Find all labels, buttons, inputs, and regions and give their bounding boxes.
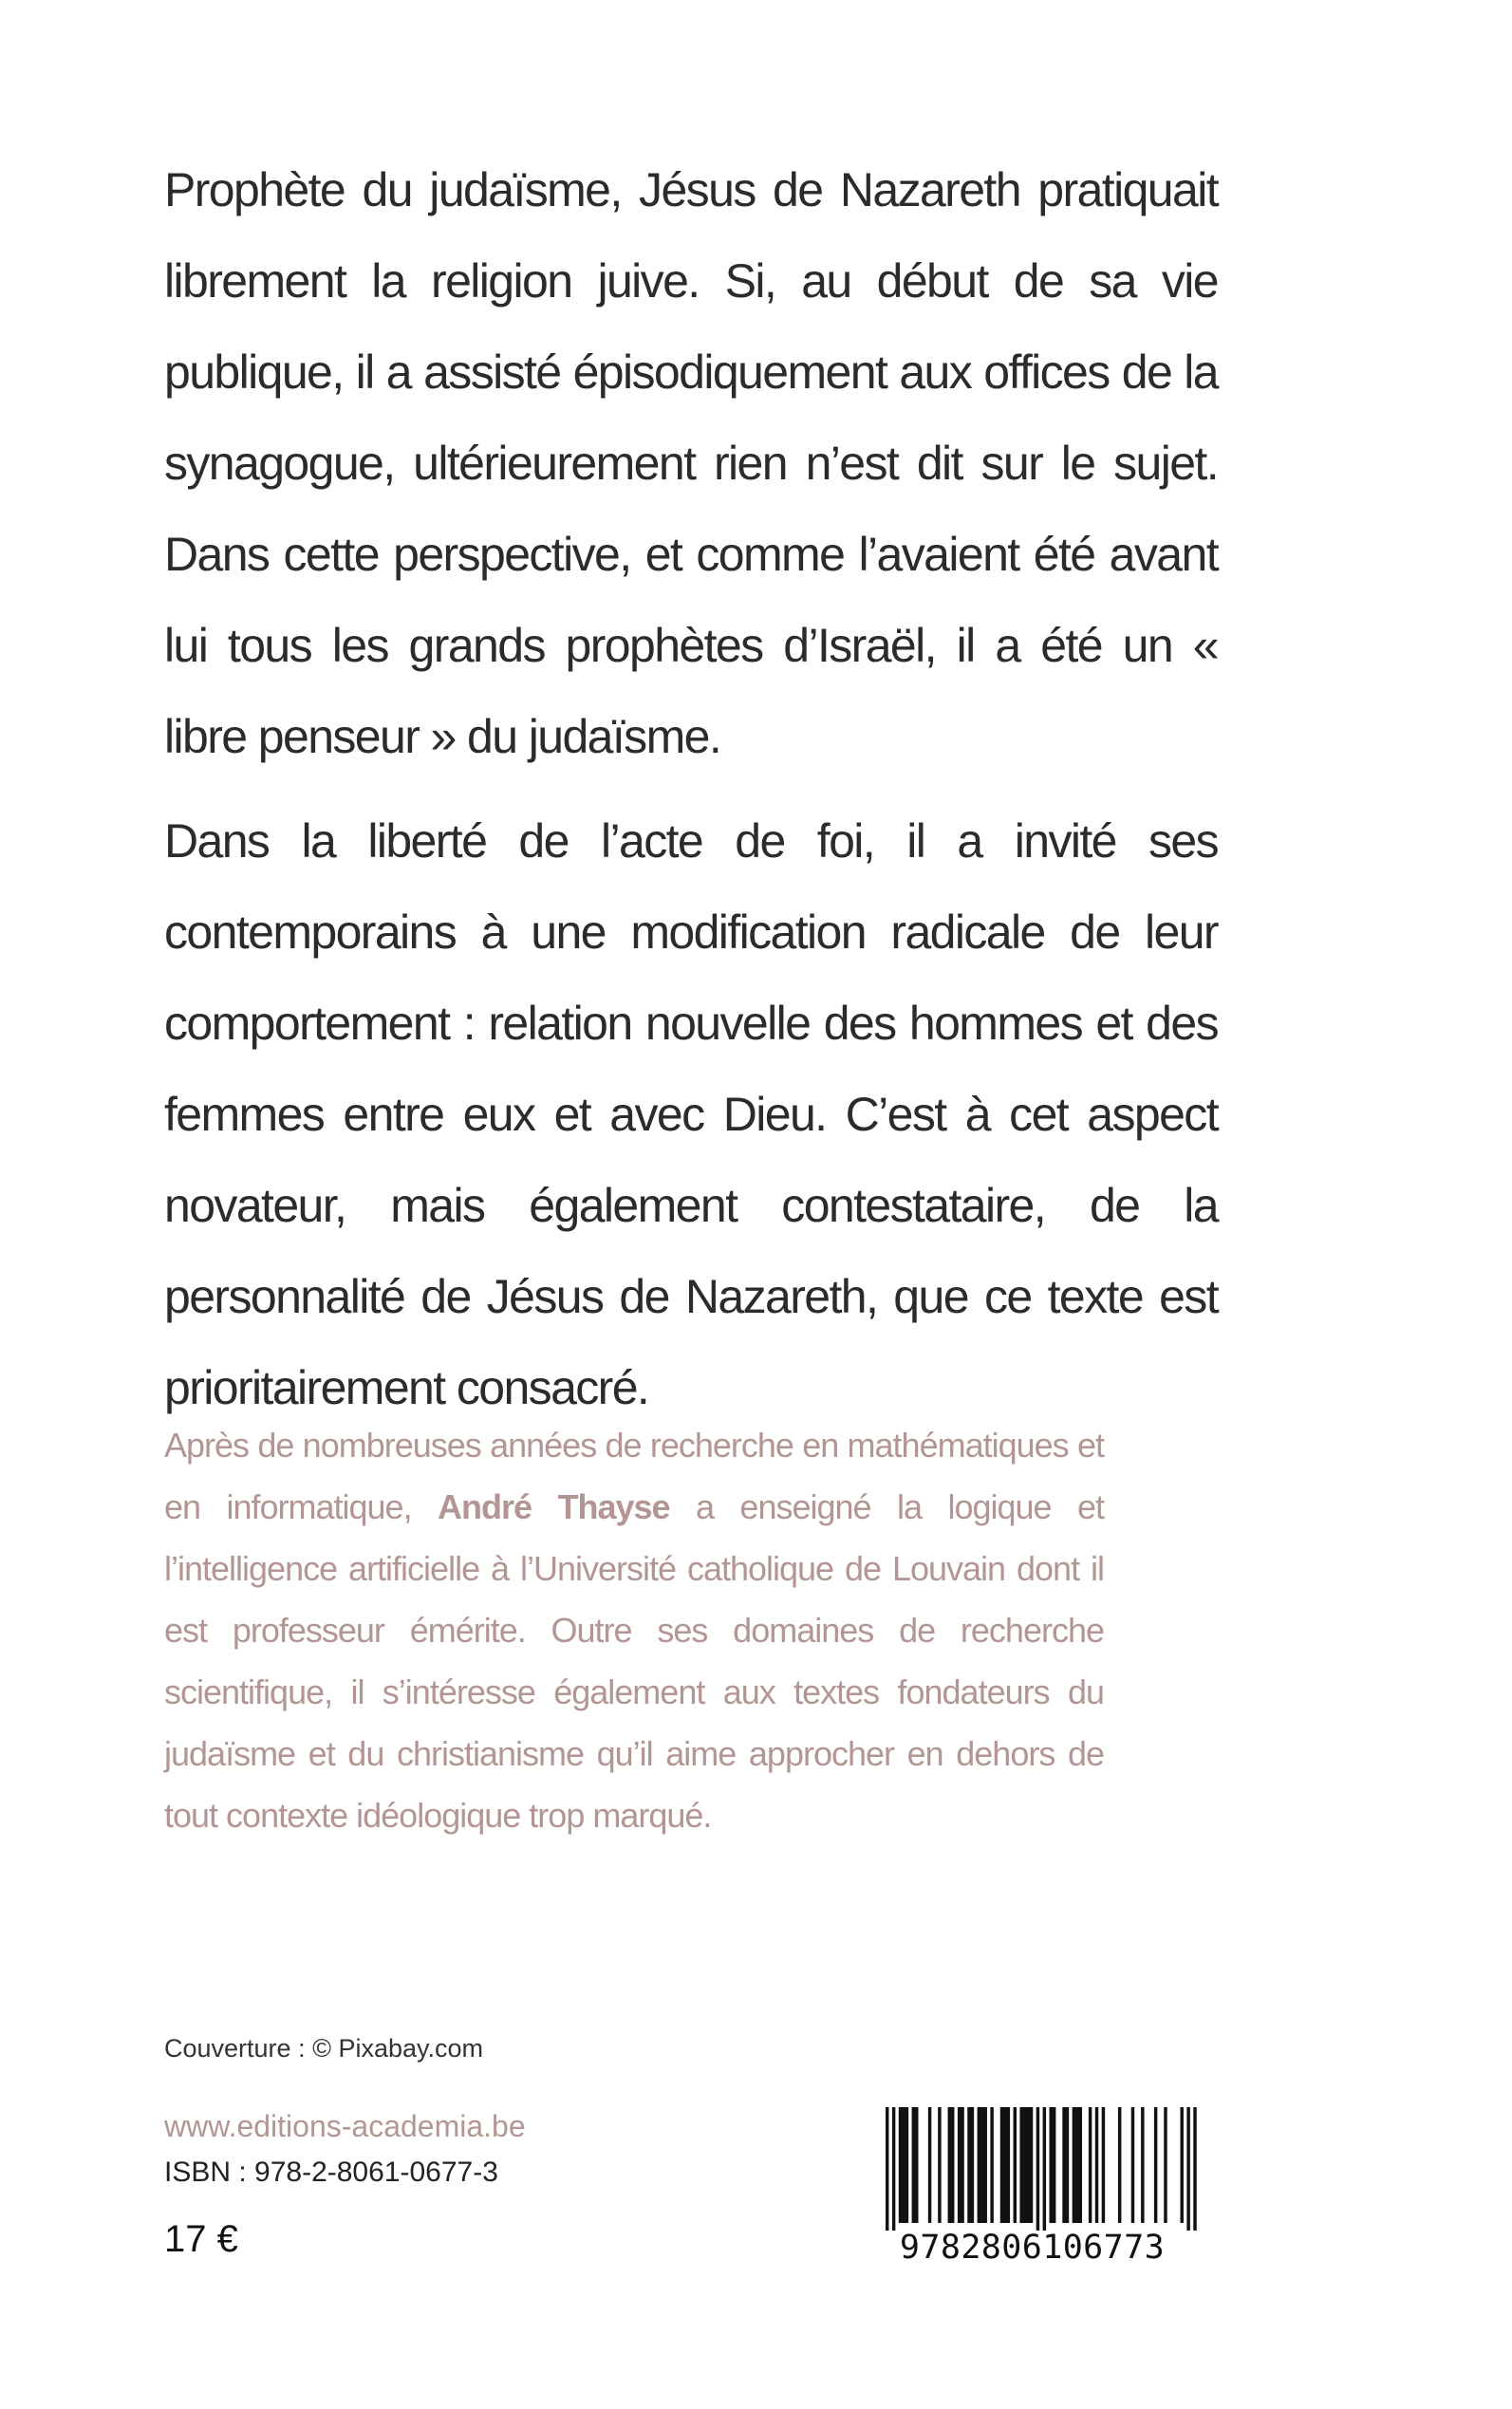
blurb-paragraph-2: Dans la liberté de l’acte de foi, il a invité ses contemporains à une modification radicale de leur comportement : relation nouvelle des hommes et des femmes entre eux et avec Dieu. C’est à cet aspect novateur, mais également contestataire, de la personnalité de Jésus de Nazareth, que ce texte est prioritairement consacré. bbox=[164, 814, 1218, 1414]
barcode-bar bbox=[938, 2107, 941, 2223]
barcode-bar bbox=[1073, 2107, 1082, 2223]
barcode-bar bbox=[1095, 2107, 1098, 2223]
barcode-bar bbox=[928, 2107, 931, 2223]
barcode-bar bbox=[1102, 2107, 1105, 2223]
barcode-bar bbox=[1043, 2107, 1046, 2231]
barcode-bar bbox=[1181, 2107, 1184, 2223]
barcode-bar bbox=[899, 2107, 908, 2223]
barcode-bar bbox=[1019, 2107, 1033, 2223]
barcode-bar bbox=[892, 2107, 895, 2231]
barcode-bar bbox=[1014, 2107, 1017, 2223]
barcode-bar bbox=[990, 2107, 993, 2223]
barcode-bar bbox=[1036, 2107, 1039, 2231]
barcode-digits: 9782806106773 bbox=[899, 2229, 1166, 2267]
barcode-bar bbox=[967, 2107, 974, 2223]
barcode-bar bbox=[1141, 2107, 1144, 2223]
publisher-website: www.editions-academia.be bbox=[164, 2109, 526, 2143]
author-bio bbox=[164, 1414, 1104, 1846]
back-cover-blurb bbox=[164, 144, 1218, 1447]
author-bio-text bbox=[164, 1414, 1104, 1846]
blurb-paragraph-1: Prophète du judaïsme, Jésus de Nazareth pratiquait librement la religion juive. Si, au début de sa vie publique, il a assisté épisodiquement aux offices de la synagogue, ultérieurement rien n’est dit sur le sujet. Dans cette perspective, et comme l’avaient été avant lui tous les grands prophètes d’Israël, il a été un « libre penseur » du judaïsme. bbox=[164, 163, 1218, 763]
barcode-bar bbox=[978, 2107, 987, 2223]
barcode-bar bbox=[886, 2107, 888, 2231]
bio-text-before: Après de nombreuses années de recherche en mathématiques et en informatique, bbox=[164, 1426, 1104, 1526]
barcode-bar bbox=[1050, 2107, 1056, 2223]
barcode-bar bbox=[958, 2107, 964, 2223]
barcode-bar bbox=[912, 2107, 919, 2223]
barcode-bar bbox=[948, 2107, 955, 2223]
barcode-bar bbox=[1193, 2107, 1196, 2231]
barcode bbox=[859, 2107, 1205, 2273]
barcode-bar bbox=[1062, 2107, 1069, 2223]
barcode-bar bbox=[1154, 2107, 1157, 2223]
barcode-bar bbox=[1164, 2107, 1167, 2223]
barcode-bars bbox=[859, 2107, 1205, 2231]
barcode-bar bbox=[1000, 2107, 1010, 2223]
cover-credit: Couverture : © Pixabay.com bbox=[164, 2034, 484, 2063]
barcode-bar bbox=[1186, 2107, 1189, 2231]
bio-text-after: a enseigné la logique et l’intelligence artificielle à l’Université catholique de Louvain dont il est professeur émérite. Outre ses domaines de recherche scientifique, il s’intéresse également aux textes fondateurs du judaïsme et du christianisme qu’il aime approcher en dehors de tout contexte idéologique trop marqué. bbox=[164, 1487, 1105, 1835]
author-name: André Thayse bbox=[438, 1487, 670, 1526]
price: 17 € bbox=[164, 2218, 238, 2260]
isbn: ISBN : 978-2-8061-0677-3 bbox=[164, 2157, 498, 2188]
barcode-bar bbox=[1118, 2107, 1121, 2223]
barcode-bar bbox=[1089, 2107, 1092, 2223]
barcode-bar bbox=[1131, 2107, 1134, 2223]
